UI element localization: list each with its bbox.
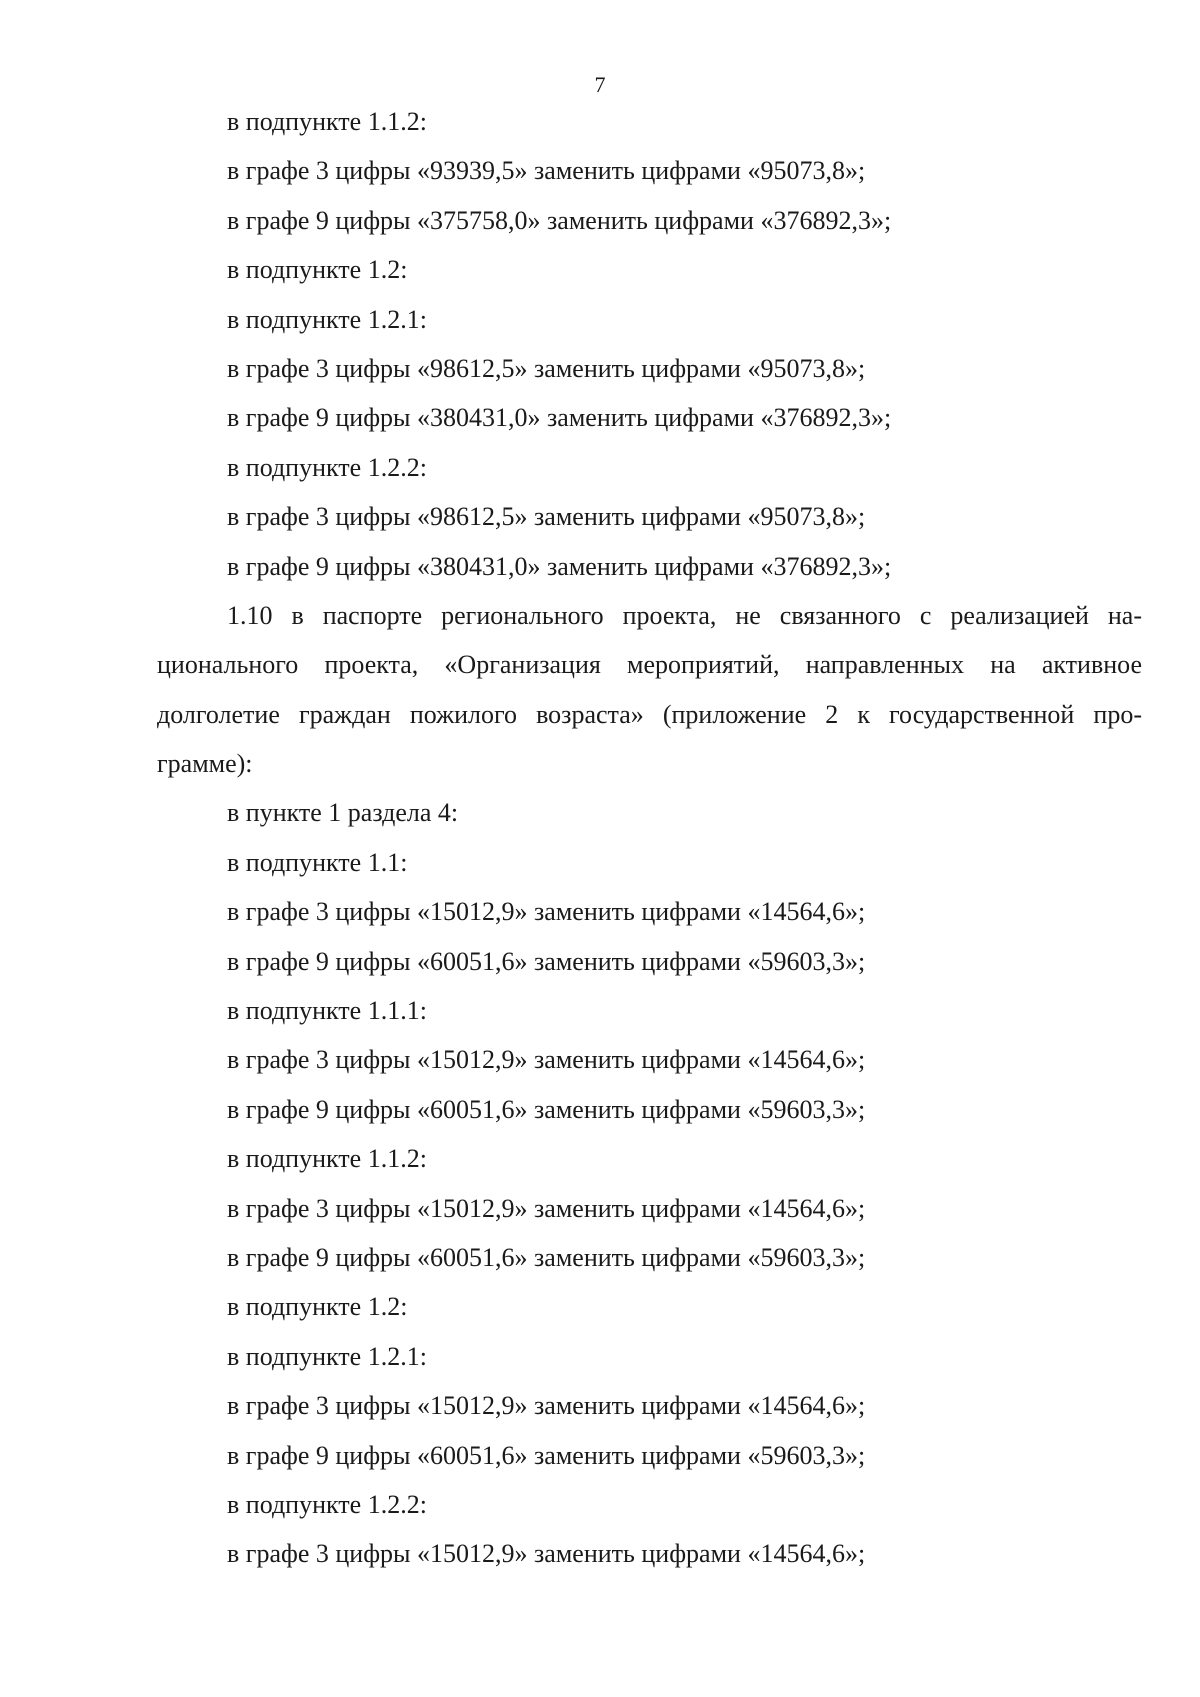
text-line: в графе 9 цифры «60051,6» заменить цифрами «59603,3»; [227,1440,866,1470]
text-line: в подпункте 1.1.1: [227,996,427,1026]
text-line: в подпункте 1.1.2: [227,1144,427,1174]
text-line: в подпункте 1.1.2: [227,107,427,136]
text-line: в подпункте 1.2: [227,1292,408,1322]
text-line: в графе 3 цифры «98612,5» заменить цифрами «95073,8»; [227,502,866,532]
text-line: в графе 3 цифры «15012,9» заменить цифрами «14564,6»; [227,1391,866,1421]
paragraph-line: долголетие граждан пожилого возраста» (приложение 2 к государственной про- [157,699,1142,729]
text-line: в подпункте 1.2.2: [227,452,427,482]
text-line: в подпункте 1.1: [227,847,408,877]
paragraph-line: ционального проекта, «Организация мероприятий, направленных на активное [157,650,1142,680]
text-line: в графе 3 цифры «15012,9» заменить цифрами «14564,6»; [227,1539,866,1569]
text-line: в графе 9 цифры «380431,0» заменить цифрами «376892,3»; [227,551,892,581]
text-line: в графе 9 цифры «60051,6» заменить цифрами «59603,3»; [227,1242,866,1272]
text-line: в графе 9 цифры «375758,0» заменить цифрами «376892,3»; [227,205,892,235]
text-line: в графе 3 цифры «15012,9» заменить цифрами «14564,6»; [227,897,866,927]
text-line: в графе 3 цифры «15012,9» заменить цифрами «14564,6»; [227,1193,866,1223]
text-line: в графе 3 цифры «93939,5» заменить цифрами «95073,8»; [227,156,866,186]
page-number: 7 [594,72,606,97]
text-line: в графе 9 цифры «60051,6» заменить цифрами «59603,3»; [227,946,866,976]
document-body [157,97,1142,1579]
text-line: в пункте 1 раздела 4: [227,798,459,828]
text-line: в графе 3 цифры «98612,5» заменить цифрами «95073,8»; [227,353,866,383]
text-line: в графе 3 цифры «15012,9» заменить цифрами «14564,6»; [227,1045,866,1075]
paragraph-line: 1.10 в паспорте регионального проекта, не связанного с реализацией на- [227,600,1142,630]
paragraph-line: грамме): [157,749,253,779]
text-line: в подпункте 1.2.2: [227,1489,427,1519]
text-line: в подпункте 1.2.1: [227,1341,427,1371]
text-line: в подпункте 1.2.1: [227,304,427,334]
text-line: в графе 9 цифры «60051,6» заменить цифрами «59603,3»; [227,1094,866,1124]
text-line: в подпункте 1.2: [227,255,408,285]
text-line: в графе 9 цифры «380431,0» заменить цифрами «376892,3»; [227,403,892,433]
